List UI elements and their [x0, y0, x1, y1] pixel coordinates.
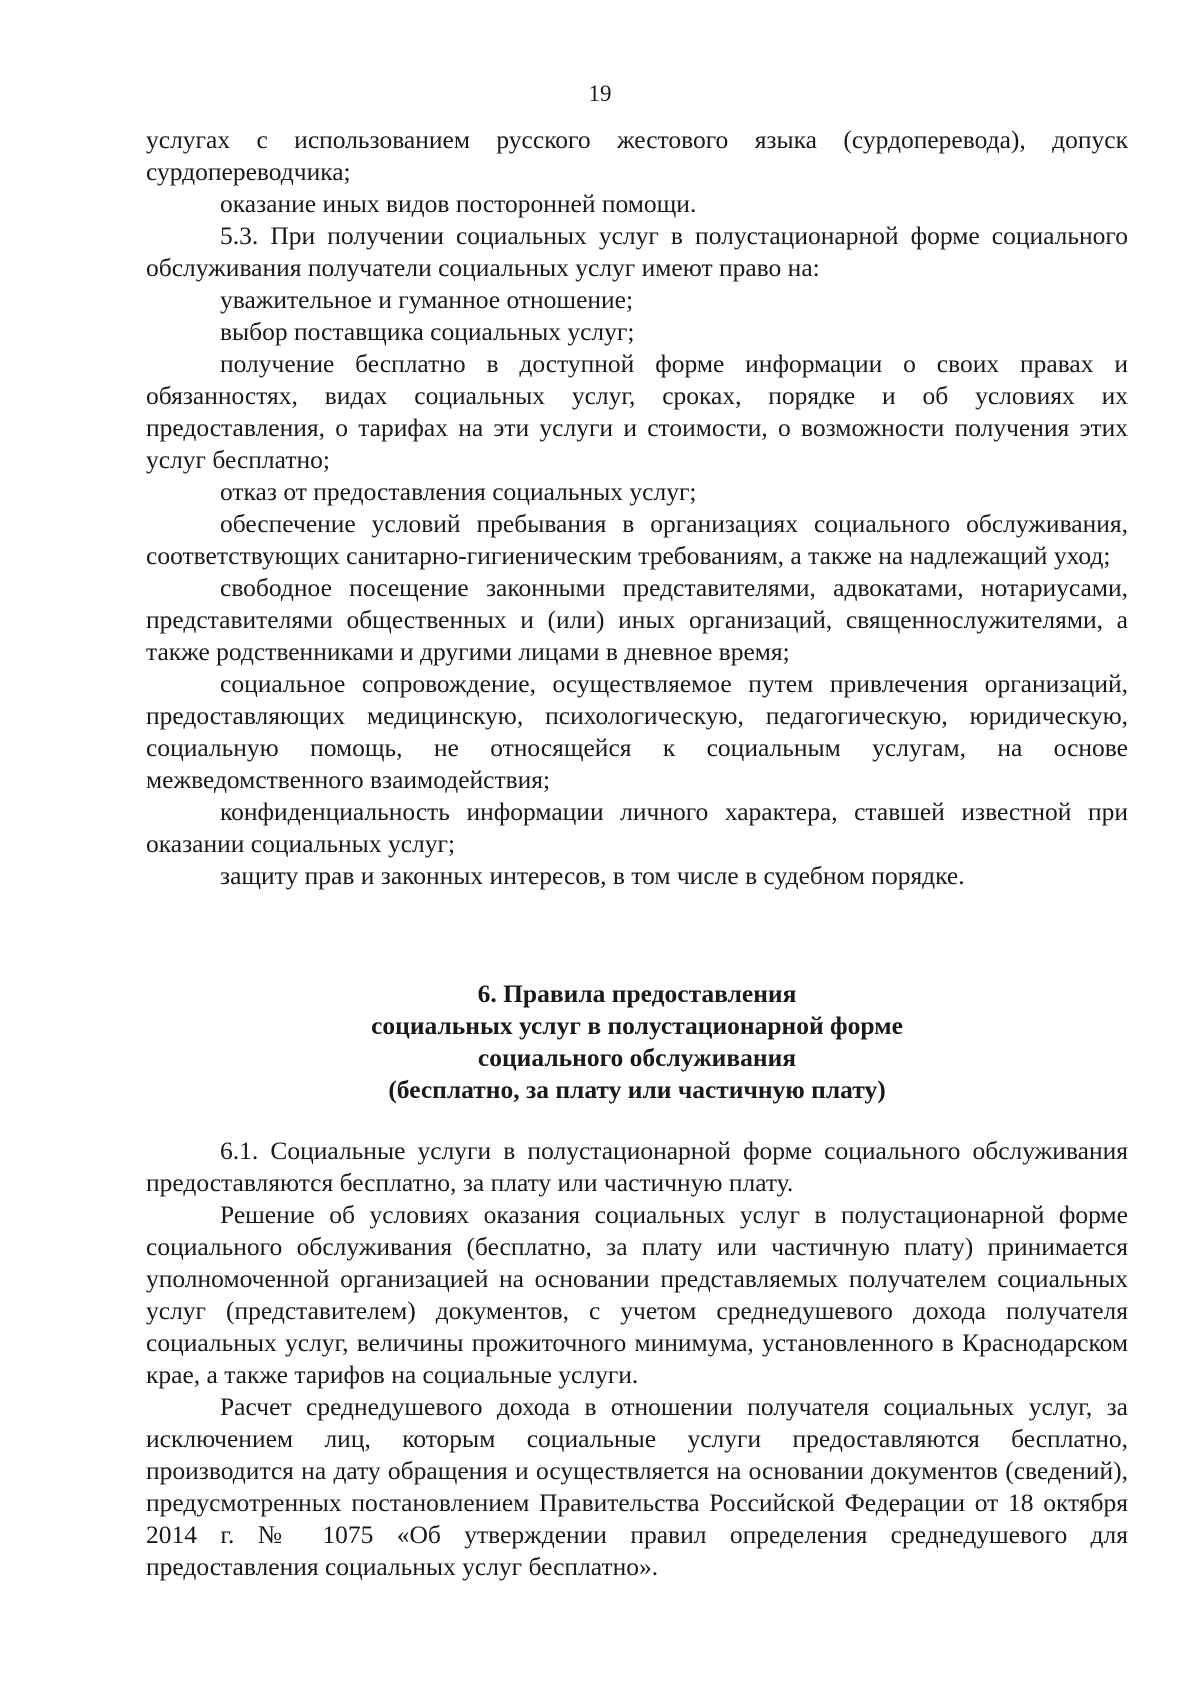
paragraph: социальное сопровождение, осуществляемое путем привлечения организаций, предоставляющих медицинскую, психологическую, педагогическую, юридическую, социальную помощь, не относящейся к социальным услугам, на основе межведомственного взаимодействия;: [146, 669, 1128, 794]
paragraph: 5.3. При получении социальных услуг в полустационарной форме социального обслуживания получатели социальных услуг имеют право на:: [146, 221, 1128, 282]
paragraph: 6.1. Социальные услуги в полустационарной форме социального обслуживания предоставляются бесплатно, за плату или частичную плату.: [146, 1136, 1128, 1197]
paragraph: обеспечение условий пребывания в организациях социального обслуживания, соответствующих санитарно-гигиеническим требованиям, а также на надлежащий уход;: [146, 509, 1128, 570]
body-text-bottom: [146, 1135, 1128, 1583]
paragraph: отказ от предоставления социальных услуг;: [220, 477, 697, 506]
paragraph: Решение об условиях оказания социальных услуг в полустационарной форме социального обслуживания (бесплатно, за плату или частичную плату) принимается уполномоченной организацией на основании представляемых получателем социальных услуг (представителем) документов, с учетом среднедушевого дохода получателя социальных услуг, величины прожиточного минимума, установленного в Краснодарском крае, а также тарифов на социальные услуги.: [146, 1200, 1128, 1389]
paragraph: конфиденциальность информации личного характера, ставшей известной при оказании социальных услуг;: [146, 797, 1128, 858]
paragraph: оказание иных видов посторонней помощи.: [220, 189, 697, 218]
section-heading-line: социальных услуг в полустационарной форме: [371, 1011, 903, 1040]
paragraph: получение бесплатно в доступной форме информации о своих правах и обязанностях, видах социальных услуг, сроках, порядке и об условиях их предоставления, о тарифах на эти услуги и стоимости, о возможности получения этих услуг бесплатно;: [146, 349, 1128, 474]
body-text-top: [146, 124, 1128, 892]
paragraph: свободное посещение законными представителями, адвокатами, нотариусами, представителями общественных и (или) иных организаций, священнослужителями, а также родственниками и другими лицами в дневное время;: [146, 573, 1128, 666]
paragraph: защиту прав и законных интересов, в том числе в судебном порядке.: [220, 861, 965, 890]
page-number: 19: [588, 81, 612, 106]
section-heading-line: (бесплатно, за плату или частичную плату): [388, 1075, 886, 1104]
paragraph: выбор поставщика социальных услуг;: [220, 317, 635, 346]
paragraph: уважительное и гуманное отношение;: [220, 285, 634, 314]
paragraph: Расчет среднедушевого дохода в отношении получателя социальных услуг, за исключением лиц, которым социальные услуги предоставляются бесплатно, производится на дату обращения и осуществляется на основании документов (сведений), предусмотренных постановлением Правительства Российской Федерации от 18 октября 2014 г. № 1075 «Об утверждении правил определения среднедушевого для предоставления социальных услуг бесплатно».: [146, 1392, 1128, 1581]
section-heading: [146, 978, 1128, 1106]
section-heading-line: социального обслуживания: [477, 1043, 797, 1072]
section-heading-line: 6. Правила предоставления: [477, 979, 797, 1008]
paragraph: услугах с использованием русского жестового языка (сурдоперевода), допуск сурдопереводчика;: [146, 125, 1128, 186]
